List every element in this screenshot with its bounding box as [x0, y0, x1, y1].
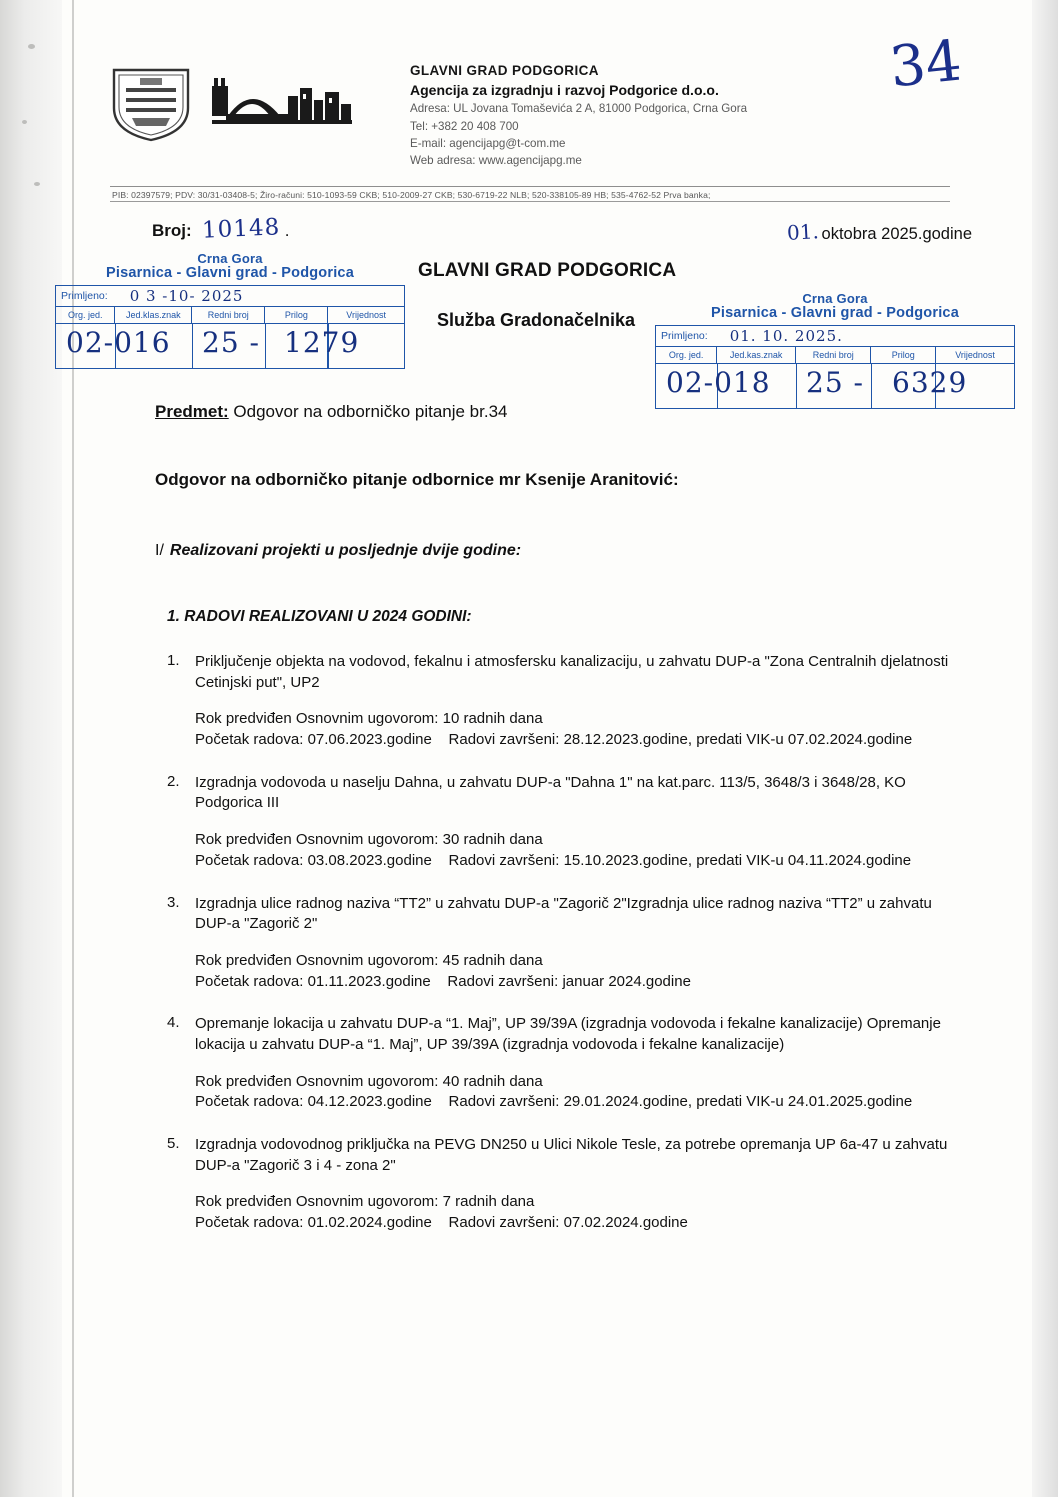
answer-title: Odgovor na odborničko pitanje odbornice mr Ksenije Aranitović: — [155, 470, 679, 489]
subject-text: Odgovor na odborničko pitanje br.34 — [233, 402, 508, 421]
letterhead-email: E-mail: agencijapg@t-com.me — [410, 136, 566, 150]
letterhead — [110, 62, 850, 182]
subject-label: Predmet: — [155, 402, 229, 421]
item-start: Početak radova: 01.02.2024.godine — [195, 1214, 432, 1232]
stamp-left-received-value: 0 3 -10- 2025 — [129, 286, 244, 305]
item-deadline: Rok predviđen Osnovnim ugovorom: 10 radnih dana — [195, 710, 543, 728]
list-item — [155, 1135, 965, 1234]
stamp-left-title-line1: Crna Gora — [197, 251, 263, 266]
registry-stamp-right — [655, 292, 1015, 409]
handwritten-page-number: 34 — [886, 28, 965, 101]
list-item-text: Izgradnja ulice radnog naziva “TT2” u zahvatu DUP-a "Zagorič 2"Izgradnja ulice radnog naziva “TT2” u zahvatu DUP-a "Zagorič 2" — [195, 894, 932, 933]
stamp-left-value-2: 1279 — [284, 325, 360, 359]
item-dates — [195, 1092, 965, 1113]
item-deadline: Rok predviđen Osnovnim ugovorom: 45 radnih dana — [195, 951, 543, 969]
list-item — [155, 773, 965, 872]
section-numeral: I/ — [155, 542, 164, 559]
list-item-number: 4. — [167, 1014, 180, 1032]
stamp-left-title — [55, 252, 405, 281]
stamp-right-col-0: Org. jed. — [656, 347, 717, 363]
broj-dot: . — [284, 221, 290, 240]
stamp-right-received-label: Primljeno: — [661, 329, 708, 342]
letterhead-phone: Tel: +382 20 408 700 — [410, 119, 519, 133]
reference-row — [152, 214, 972, 245]
item-deadline: Rok predviđen Osnovnim ugovorom: 7 radnih dana — [195, 1193, 535, 1211]
letterhead-agency: Agencija za izgradnju i razvoj Podgorice d.o.o. — [410, 81, 719, 98]
subject-line — [155, 402, 508, 422]
stamp-right-title-line1: Crna Gora — [802, 291, 868, 306]
letterhead-fine-print: PIB: 02397579; PDV: 30/31-03408-5; Žiro-računi: 510-1093-59 CKB; 510-2009-27 CKB; 530-6719-22 NLB; 520-338105-89 HB; 535-4762-52 Prva banka; — [112, 190, 711, 200]
list-item-number: 3. — [167, 893, 180, 911]
item-dates — [195, 972, 965, 993]
letterhead-divider-2 — [110, 201, 950, 202]
list-item-detail — [195, 709, 965, 750]
item-deadline: Rok predviđen Osnovnim ugovorom: 40 radnih dana — [195, 1072, 543, 1090]
list-item-text: Priključenje objekta na vodovod, fekalnu i atmosfersku kanalizaciju, u zahvatu DUP-a "Zona Centralnih djelatnosti Cetinjski put", UP2 — [195, 653, 949, 691]
addressee-main: GLAVNI GRAD PODGORICA — [418, 260, 677, 281]
scan-speck — [34, 182, 40, 186]
scan-speck — [22, 120, 27, 124]
stamp-right-value-0: 02-018 — [666, 365, 771, 399]
section-heading — [155, 542, 965, 560]
letterhead-address: Adresa: UL Jovana Tomaševića 2 A, 81000 Podgorica, Crna Gora — [410, 102, 748, 116]
date-text: oktobra 2025.godine — [821, 225, 972, 243]
coat-of-arms-icon — [110, 68, 192, 142]
letterhead-org: GLAVNI GRAD PODGORICA — [410, 63, 599, 78]
item-finish: Radovi završeni: 29.01.2024.godine, predati VIK-u 24.01.2025.godine — [448, 1093, 913, 1111]
stamp-right-value-2: 6329 — [892, 365, 968, 399]
document-body — [155, 470, 965, 1256]
list-item-text: Opremanje lokacija u zahvatu DUP-a “1. Maj”, UP 39/39A (izgradnja vodovoda i fekalne kanalizacije) Opremanje lokacija u zahvatu DUP-a “1. Maj”, UP 39/39A (izgradnja vodovoda i fekalne kanalizacije) — [195, 1015, 941, 1053]
scan-speck — [28, 44, 35, 49]
list-item-text: Izgradnja vodovodnog priključka na PEVG DN250 u Ulici Nikole Tesle, za potrebe opremanja UP 6a-47 u zahvatu DUP-a "Zagorič 3 i 4 - zona 2" — [195, 1136, 948, 1174]
item-deadline: Rok predviđen Osnovnim ugovorom: 30 radnih dana — [195, 831, 543, 849]
stamp-left-value-0: 02-016 — [66, 325, 171, 359]
broj-value-handwritten: 10148 — [201, 214, 281, 244]
stamp-right-col-1: Jed.kas.znak — [717, 347, 796, 363]
stamp-left-title-line2: Pisarnica - Glavni grad - Podgorica — [106, 264, 354, 281]
scan-edge-right — [1032, 0, 1058, 1497]
scan-edge-line — [72, 0, 74, 1497]
agency-logo-icon — [210, 72, 360, 138]
stamp-right-col-2: Redni broj — [796, 347, 871, 363]
stamp-right-col-3: Prilog — [871, 347, 936, 363]
letterhead-divider — [110, 186, 950, 187]
list-item-number: 5. — [167, 1135, 180, 1152]
item-dates — [195, 851, 965, 872]
subsection-heading: 1. RADOVI REALIZOVANI U 2024 GODINI: — [167, 608, 472, 625]
stamp-right-value-1: 25 - — [806, 365, 864, 399]
list-item-number: 2. — [167, 772, 180, 790]
item-finish: Radovi završeni: 07.02.2024.godine — [448, 1214, 688, 1232]
letterhead-web: Web adresa: www.agencijapg.me — [410, 154, 582, 168]
item-dates — [195, 730, 965, 751]
item-finish: Radovi završeni: 15.10.2023.godine, predati VIK-u 04.11.2024.godine — [448, 851, 912, 869]
date-handwritten: 01. — [786, 219, 820, 245]
list-item-detail — [195, 830, 965, 871]
stamp-right-received-value: 01. 10. 2025. — [729, 326, 843, 345]
stamp-left-col-1: Jed.klas.znak — [115, 307, 192, 323]
stamp-left-received-label: Primljeno: — [61, 289, 108, 302]
list-item — [155, 894, 965, 993]
broj-label: Broj: — [152, 221, 192, 240]
list-item-number: 1. — [167, 652, 180, 669]
item-finish: Radovi završeni: 28.12.2023.godine, predati VIK-u 07.02.2024.godine — [448, 731, 913, 749]
stamp-right-title — [655, 292, 1015, 321]
stamp-left-col-0: Org. jed. — [56, 307, 115, 323]
item-finish: Radovi završeni: januar 2024.godine — [447, 972, 691, 990]
registry-stamp-left — [55, 252, 405, 369]
stamp-left-col-2: Redni broj — [192, 307, 265, 323]
scan-edge-left — [0, 0, 62, 1497]
item-start: Početak radova: 07.06.2023.godine — [195, 731, 432, 749]
list-item-detail — [195, 1192, 965, 1233]
stamp-left-col-4: Vrijednost — [346, 309, 386, 320]
list-item — [155, 1014, 965, 1113]
list-item-detail — [195, 951, 965, 992]
stamp-left-col-3: Prilog — [265, 307, 328, 323]
stamp-right-title-line2: Pisarnica - Glavni grad - Podgorica — [711, 304, 959, 321]
list-item — [155, 652, 965, 751]
item-start: Početak radova: 03.08.2023.godine — [195, 851, 432, 869]
item-start: Početak radova: 04.12.2023.godine — [195, 1093, 432, 1111]
item-dates — [195, 1213, 965, 1234]
item-start: Početak radova: 01.11.2023.godine — [195, 972, 431, 990]
list-item-text: Izgradnja vodovoda u naselju Dahna, u zahvatu DUP-a "Dahna 1" na kat.parc. 113/5, 3648/3 i 3648/28, KO Podgorica III — [195, 773, 906, 812]
list-item-detail — [195, 1072, 965, 1113]
stamp-left-value-1: 25 - — [202, 325, 260, 359]
section-title: Realizovani projekti u posljednje dvije godine: — [169, 542, 522, 559]
addressee-sub: Služba Gradonačelnika — [437, 310, 636, 330]
date-line — [787, 220, 972, 244]
stamp-right-col-4: Vrijednost — [955, 349, 995, 360]
